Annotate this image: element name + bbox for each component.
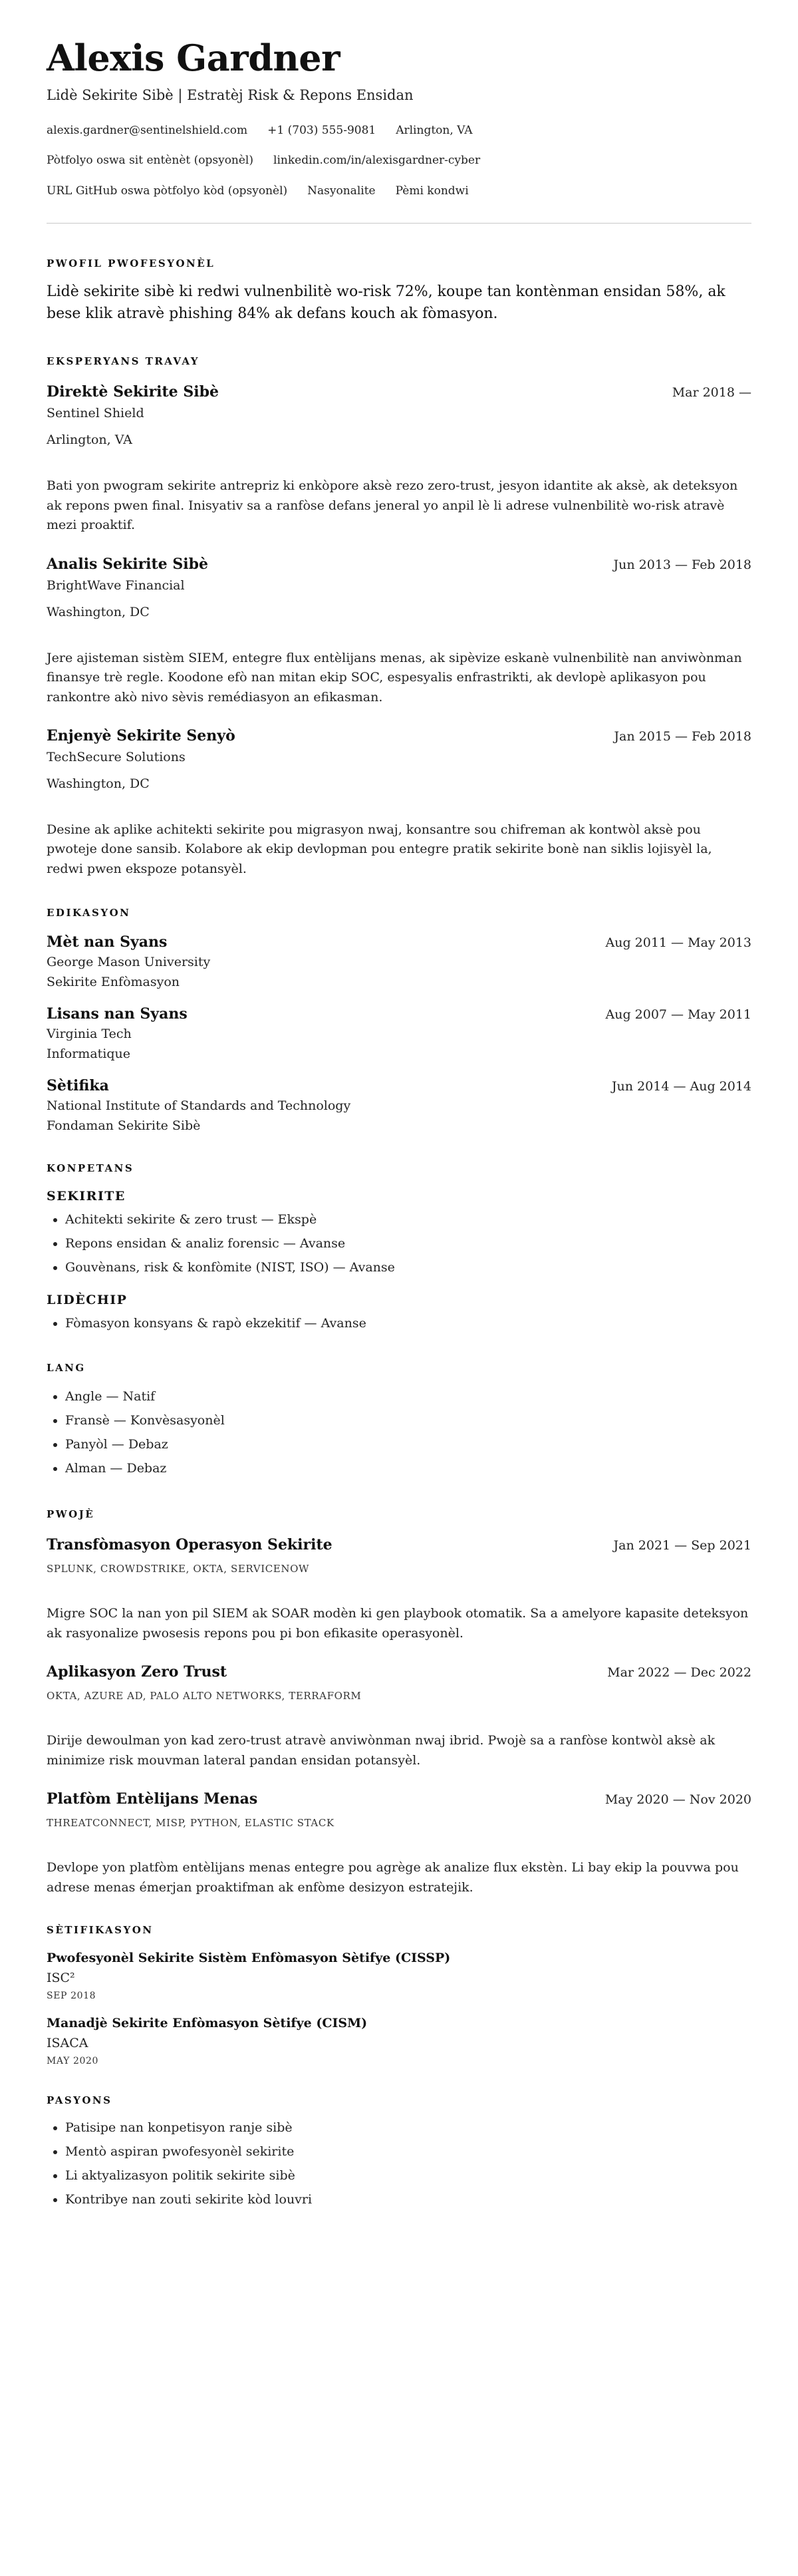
education-dates: Aug 2011 — May 2013 (605, 935, 751, 951)
skill-item: • Achitekti sekirite & zero trust — Ekspè (65, 1208, 751, 1231)
education-section (47, 907, 751, 1133)
project-description: Devlope yon platfòm entèlijans menas entegre pou agrège ak analize flux ekstèn. Li bay ekip la pouvwa pou adrese menas émerjan proaktifman ak enfòme desizyon estratejik. (47, 1860, 739, 1895)
certification-item (47, 2016, 751, 2066)
interests-section (47, 2094, 751, 2211)
project-dates: Jan 2021 — Sep 2021 (613, 1538, 751, 1553)
job-location: Arlington, VA (47, 432, 132, 448)
interest-item: • Li aktyalizasyon politik sekirite sibè (65, 2164, 751, 2187)
section-title: PWOFIL PWOFESYONÈL (47, 257, 215, 270)
job-location: Washington, DC (47, 604, 150, 619)
section-title: SÈTIFIKASYON (47, 1923, 154, 1936)
job-title: Analis Sekirite Sibè (47, 555, 208, 573)
project-tags: SPLUNK, CROWDSTRIKE, OKTA, SERVICENOW (47, 1563, 309, 1575)
skill-item: • Repons ensidan & analiz forensic — Avanse (65, 1231, 751, 1255)
education-dates: Aug 2007 — May 2011 (605, 1007, 751, 1023)
school: George Mason University (47, 955, 211, 970)
job-dates: Mar 2018 — (672, 385, 751, 401)
job-title: Direktè Sekirite Sibè (47, 383, 219, 401)
job-location: Washington, DC (47, 776, 150, 792)
certification-item (47, 1951, 751, 2001)
phone[interactable]: +1 (703) 555-9081 (267, 124, 376, 138)
section-title: KONPETANS (47, 1162, 134, 1175)
certifications-section (47, 1924, 751, 2066)
extra-row (47, 184, 751, 198)
experience-item (47, 556, 751, 707)
certification-name: Manadjè Sekirite Enfòmasyon Sètifye (CISM) (47, 2015, 368, 2030)
skill-list (47, 1311, 751, 1335)
project-description: Migre SOC la nan yon pil SIEM ak SOAR modèn ki gen playbook otomatik. Sa a amelyore kapasite deteksyon ak rasyonalize pwosesis repons pou pi bon efikasite operasyonèl. (47, 1606, 749, 1641)
company: BrightWave Financial (47, 577, 185, 593)
section-title: PASYONS (47, 2094, 112, 2106)
degree: Sètifika (47, 1077, 109, 1095)
language-item: • Fransè — Konvèsasyonèl (65, 1408, 751, 1432)
education-item (47, 1005, 751, 1061)
project-name: Platfòm Entèlijans Menas (47, 1790, 258, 1808)
links-row (47, 154, 751, 167)
school: Virginia Tech (47, 1027, 132, 1042)
summary-text: Lidè sekirite sibè ki redwi vulnenbilitè wo-risk 72%, koupe tan kontènman ensidan 58%, ak bese klik atravè phishing 84% ak defans kouch ak fòmasyon. (47, 283, 726, 323)
certification-date: SEP 2018 (47, 1990, 96, 2001)
degree: Lisans nan Syans (47, 1005, 188, 1023)
education-dates: Jun 2014 — Aug 2014 (611, 1079, 751, 1094)
job-description: Desine ak aplike achitekti sekirite pou migrasyon nwaj, konsantre sou chifreman ak kontwòl aksè pou pwoteje done sansib. Kolabore ak ekip devlopman pou entegre pratik sekirite bonè nan siklis lojisyèl la, redwi pwen ekspoze potansyèl. (47, 822, 712, 876)
job-dates: Jan 2015 — Feb 2018 (614, 729, 751, 744)
linkedin-link[interactable]: linkedin.com/in/alexisgardner-cyber (273, 154, 481, 168)
education-item (47, 1077, 751, 1133)
certification-issuer: ISACA (47, 2035, 88, 2050)
headline: Lidè Sekirite Sibè | Estratèj Risk & Repons Ensidan (47, 87, 414, 104)
portfolio-link[interactable]: Pòtfolyo oswa sit entènèt (opsyonèl) (47, 154, 254, 168)
languages-section (47, 1362, 751, 1480)
field-of-study: Sekirite Enfòmasyon (47, 975, 180, 990)
job-description: Jere ajisteman sistèm SIEM, entegre flux entèlijans menas, ak sipèvize eskanè vulnenbilitè nan anviwònman finansye trè regle. Koodone efò nan mitan ekip SOC, espesyalis enfrastrikti, ak devlopè aplikasyon pou rankontre akò nivo sèvis remédiasyon an efikasman. (47, 650, 742, 705)
section-title: EDIKASYON (47, 907, 131, 919)
location: Arlington, VA (396, 124, 473, 138)
project-name: Aplikasyon Zero Trust (47, 1663, 227, 1681)
job-title: Enjenyè Sekirite Senyò (47, 727, 235, 745)
drivers-license: Pèmi kondwi (395, 184, 469, 198)
section-title: PWOJÈ (47, 1508, 95, 1521)
education-item (47, 933, 751, 989)
skill-group-title: LIDÈCHIP (47, 1293, 128, 1308)
project-dates: May 2020 — Nov 2020 (604, 1792, 751, 1808)
interest-item: • Kontribye nan zouti sekirite kòd louvri (65, 2187, 751, 2211)
project-item (47, 1790, 751, 1897)
experience-item (47, 383, 751, 535)
summary-section (47, 257, 751, 325)
section-title: LANG (47, 1362, 86, 1374)
project-dates: Mar 2022 — Dec 2022 (607, 1665, 751, 1681)
skill-group-title: SEKIRITE (47, 1189, 126, 1204)
nationality: Nasyonalite (307, 184, 376, 198)
header-divider (47, 223, 751, 224)
job-dates: Jun 2013 — Feb 2018 (613, 557, 751, 572)
skill-item: • Gouvènans, risk & konfòmite (NIST, ISO) — Avanse (65, 1255, 751, 1279)
certification-issuer: ISC² (47, 1970, 75, 1985)
skill-item: • Fòmasyon konsyans & rapò ekzekitif — Avanse (65, 1311, 751, 1335)
email[interactable]: alexis.gardner@sentinelshield.com (47, 124, 248, 138)
company: Sentinel Shield (47, 406, 144, 421)
section-title: EKSPERYANS TRAVAY (47, 355, 200, 368)
skills-section (47, 1162, 751, 1335)
project-item (47, 1536, 751, 1643)
company: TechSecure Solutions (47, 750, 186, 765)
interest-list (47, 2116, 751, 2211)
project-item (47, 1663, 751, 1770)
certification-name: Pwofesyonèl Sekirite Sistèm Enfòmasyon Sètifye (CISSP) (47, 1950, 451, 1965)
project-name: Transfòmasyon Operasyon Sekirite (47, 1536, 332, 1554)
language-list (47, 1384, 751, 1480)
github-link[interactable]: URL GitHub oswa pòtfolyo kòd (opsyonèl) (47, 184, 288, 198)
field-of-study: Informatique (47, 1046, 130, 1062)
project-tags: OKTA, AZURE AD, PALO ALTO NETWORKS, TERRAFORM (47, 1690, 362, 1702)
candidate-name: Alexis Gardner (47, 37, 340, 79)
interest-item: • Patisipe nan konpetisyon ranje sibè (65, 2116, 751, 2140)
language-item: • Panyòl — Debaz (65, 1432, 751, 1456)
project-tags: THREATCONNECT, MISP, PYTHON, ELASTIC STACK (47, 1817, 334, 1830)
field-of-study: Fondaman Sekirite Sibè (47, 1118, 201, 1134)
experience-item (47, 727, 751, 879)
project-description: Dirije dewoulman yon kad zero-trust atravè anviwònman nwaj ibrid. Pwojè sa a ranfòse kontwòl aksè ak minimize risk mouvman lateral pandan ensidan potansyèl. (47, 1733, 716, 1768)
job-description: Bati yon pwogram sekirite antrepriz ki enkòpore aksè rezo zero-trust, jesyon idantite ak aksè, ak deteksyon ak repons pwen final. Inisyativ sa a ranfòse defans jeneral yo anpil lè li adrese vulnenbilitè wo-risk atravè mezi proaktif. (47, 478, 738, 533)
skill-list (47, 1208, 751, 1279)
certification-date: MAY 2020 (47, 2055, 98, 2066)
interest-item: • Mentò aspiran pwofesyonèl sekirite (65, 2140, 751, 2164)
language-item: • Angle — Natif (65, 1384, 751, 1408)
school: National Institute of Standards and Technology (47, 1098, 351, 1114)
experience-section (47, 355, 751, 879)
language-item: • Alman — Debaz (65, 1456, 751, 1480)
projects-section (47, 1508, 751, 1897)
degree: Mèt nan Syans (47, 933, 168, 951)
contact-row (47, 124, 751, 137)
